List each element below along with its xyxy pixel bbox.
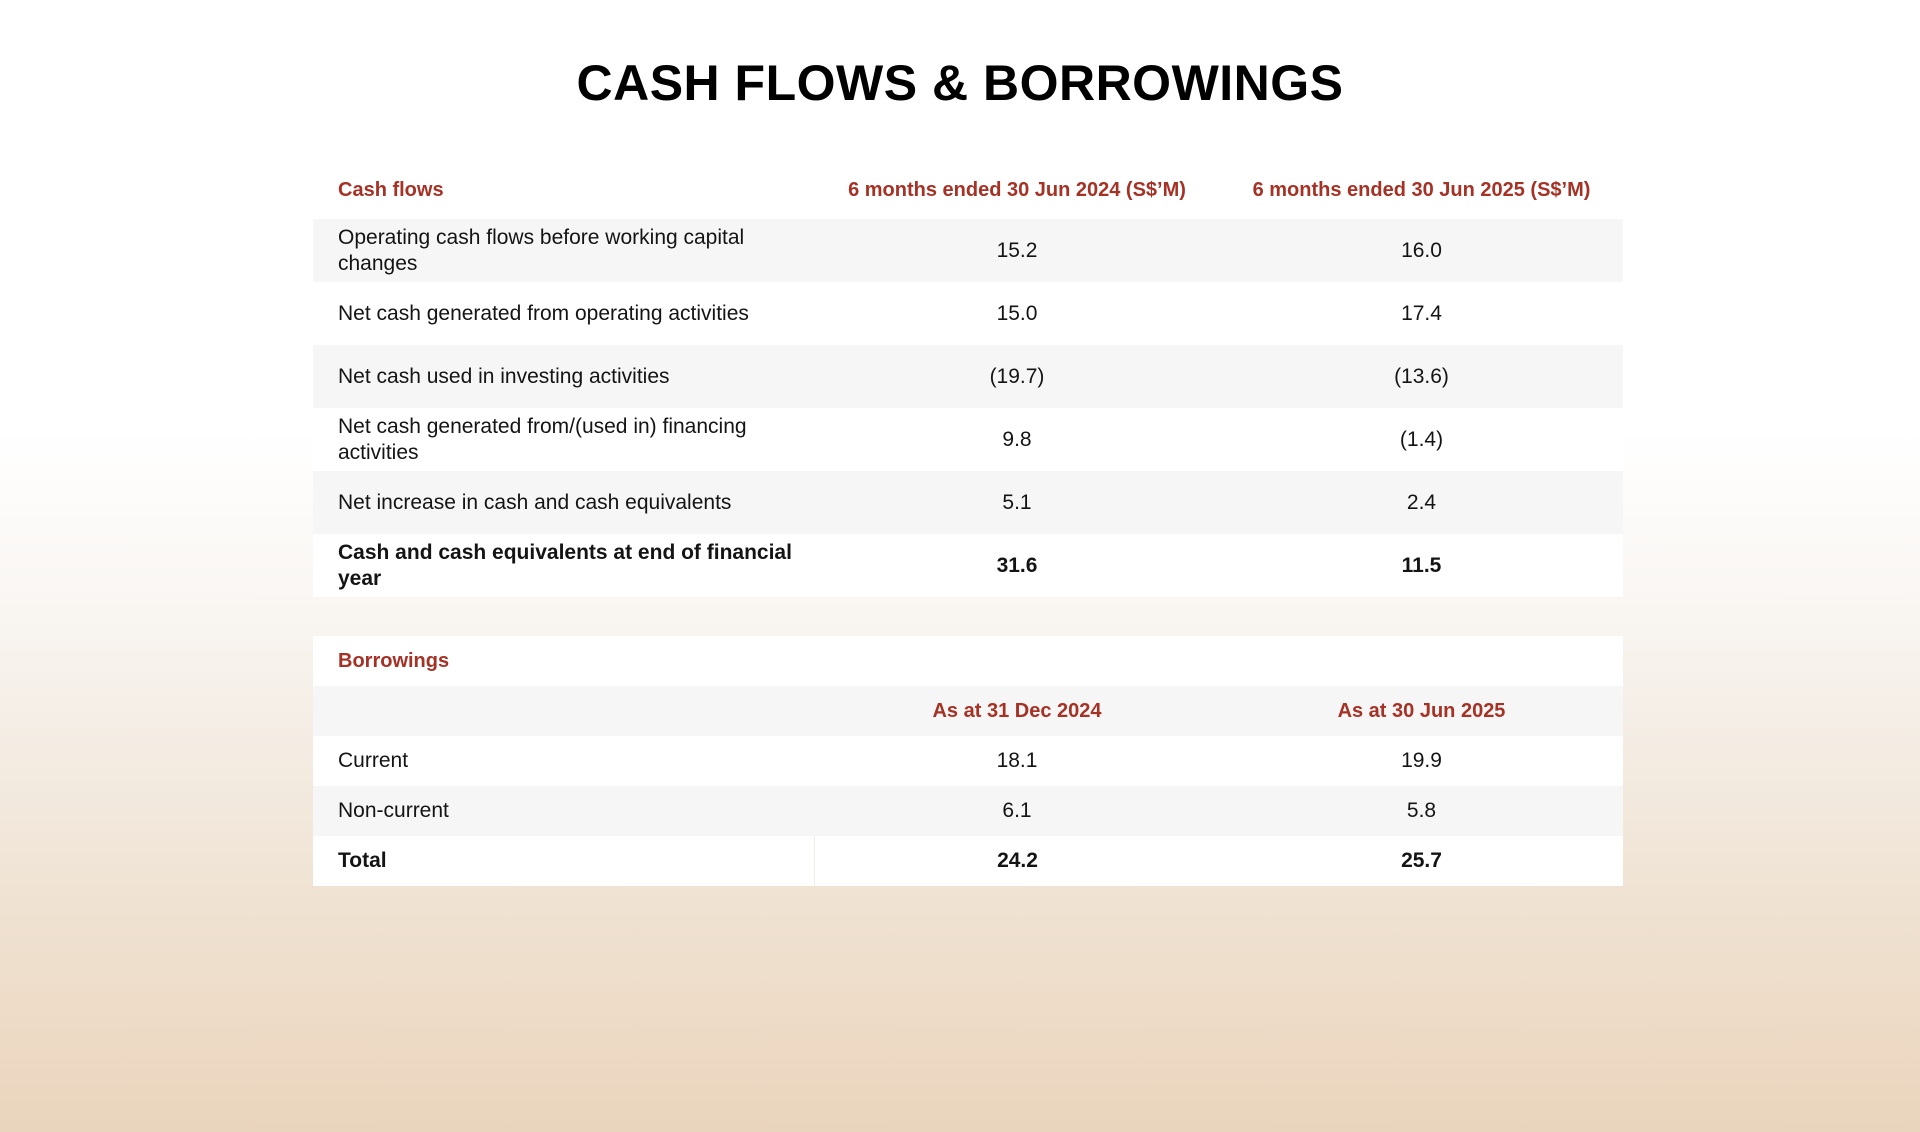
cash-flows-col-header-2025: 6 months ended 30 Jun 2025 (S$’M): [1252, 178, 1591, 201]
row-value-dec-2024: 24.2: [814, 836, 1220, 886]
row-value-2024: 9.8: [1002, 427, 1032, 451]
cash-flows-section-label: Cash flows: [338, 178, 444, 201]
row-label: Total: [338, 849, 387, 873]
row-value-2025: (13.6): [1394, 364, 1449, 388]
row-value-jun-2025: 25.7: [1401, 849, 1442, 873]
table-row-total: [313, 534, 1623, 597]
row-value-2024: 15.2: [996, 238, 1038, 262]
table-row: [313, 786, 1623, 836]
borrowings-col-header-dec-2024: As at 31 Dec 2024: [932, 700, 1102, 722]
row-value-2025: 16.0: [1401, 238, 1442, 262]
row-label: Net cash generated from/(used in) financing activities: [338, 415, 747, 464]
row-value-2025: (1.4): [1399, 427, 1444, 451]
row-value-2025: 17.4: [1401, 301, 1442, 325]
row-label: Net cash used in investing activities: [338, 364, 670, 388]
tables-container: [313, 160, 1623, 886]
row-value-2024: 5.1: [1002, 490, 1032, 514]
cash-flows-col-header-2024: 6 months ended 30 Jun 2024 (S$’M): [848, 178, 1186, 201]
section-spacer: [313, 597, 1623, 636]
row-label: Cash and cash equivalents at end of financial year: [338, 541, 792, 590]
table-row: [313, 408, 1623, 471]
row-label: Current: [338, 749, 409, 773]
borrowings-col-header-jun-2025: As at 30 Jun 2025: [1337, 700, 1506, 722]
borrowings-table: [313, 636, 1623, 886]
table-row: [313, 219, 1623, 282]
borrowings-section-label: Borrowings: [338, 650, 450, 672]
cash-flows-table: [313, 160, 1623, 597]
cash-flows-header-row: [313, 160, 1623, 219]
row-value-2025: 2.4: [1406, 490, 1437, 514]
table-row: [313, 345, 1623, 408]
row-value-jun-2025: 19.9: [1401, 749, 1442, 773]
row-value-2024: (19.7): [989, 364, 1045, 388]
borrowings-header-row: [313, 686, 1623, 736]
row-value-2024: 15.0: [996, 301, 1038, 325]
borrowings-title-row: [313, 636, 1623, 686]
row-label: Operating cash flows before working capital changes: [338, 226, 745, 275]
row-value-dec-2024: 6.1: [1002, 799, 1032, 823]
row-value-jun-2025: 5.8: [1406, 799, 1437, 823]
row-label: Non-current: [338, 799, 449, 823]
table-row-total: [313, 836, 1623, 886]
table-row: [313, 471, 1623, 534]
row-value-2024: 31.6: [996, 553, 1038, 577]
row-value-dec-2024: 18.1: [996, 749, 1038, 773]
page-title: CASH FLOWS & BORROWINGS: [576, 55, 1344, 111]
row-value-2025: 11.5: [1401, 553, 1442, 577]
table-row: [313, 736, 1623, 786]
row-label: Net cash generated from operating activities: [338, 301, 749, 325]
row-label: Net increase in cash and cash equivalents: [338, 490, 732, 514]
table-row: [313, 282, 1623, 345]
